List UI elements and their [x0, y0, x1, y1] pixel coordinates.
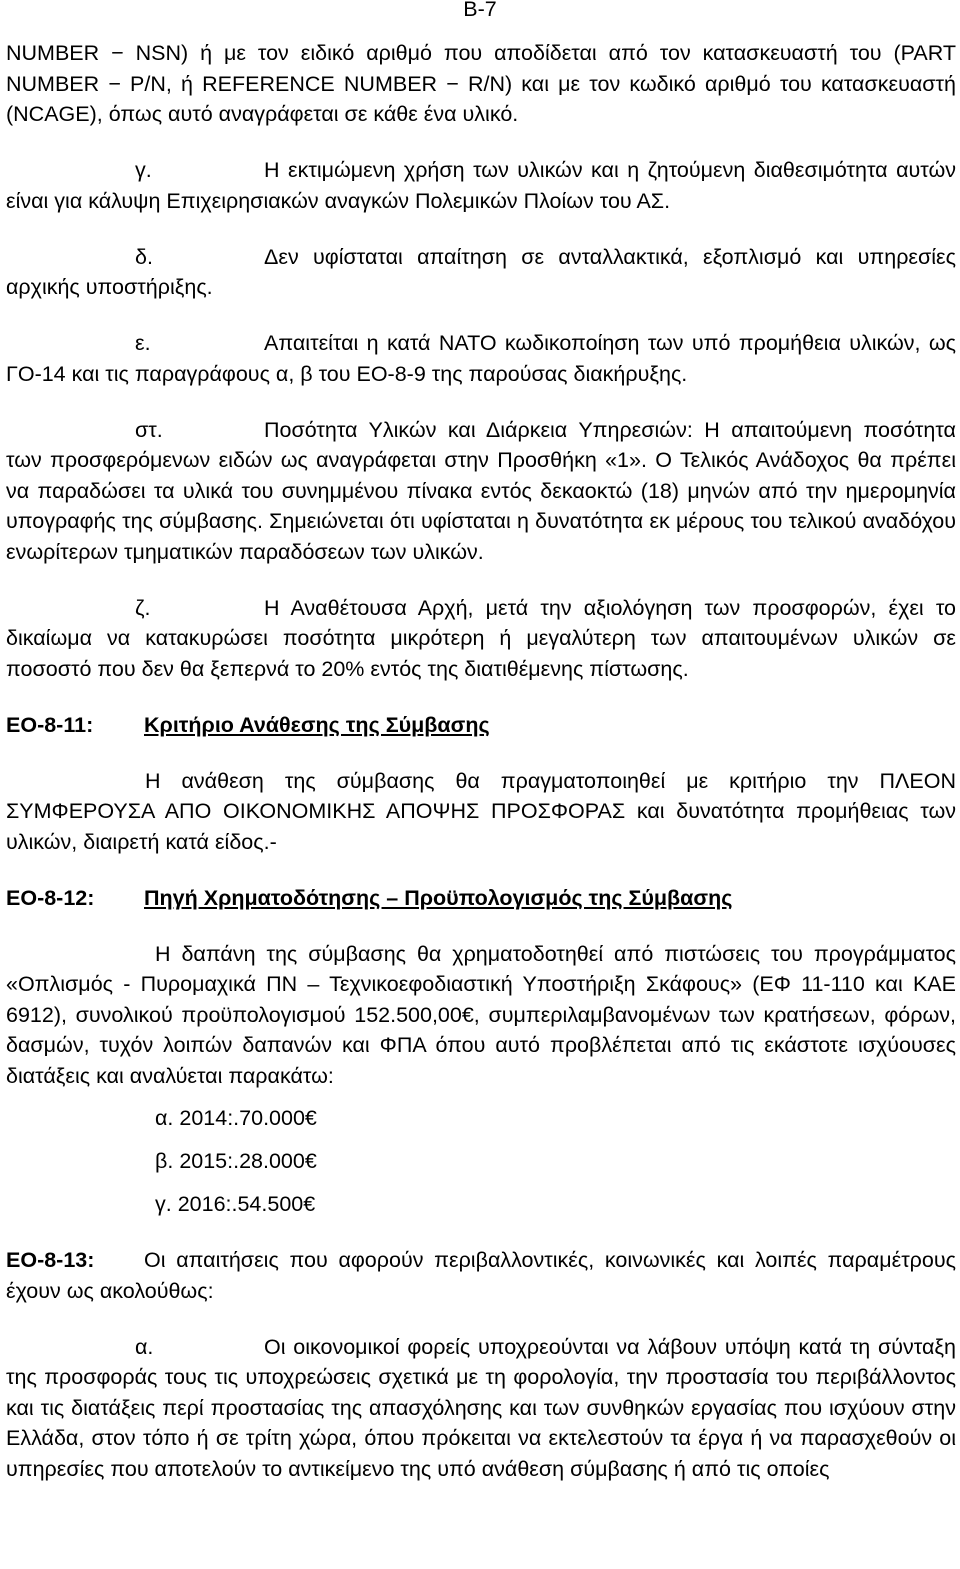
- paragraph-nsn-continuation: NUMBER − NSN) ή με τον ειδικό αριθμό που αποδίδεται από τον κατασκευαστή του (PART NUMBER − P/N, ή REFERENCE NUMBER − R/N) και με τον κωδικό αριθμό του κατασκευαστή (NCAGE), όπως αυτό αναγράφεται σε κάθε ένα υλικό.: [6, 41, 956, 126]
- paragraph-label: α.: [135, 1334, 154, 1359]
- paragraph-label: ε.: [135, 331, 151, 355]
- paragraph-label: γ.: [135, 158, 152, 182]
- paragraph-text: Απαιτείται η κατά ΝΑΤΟ κωδικοποίηση των υπό προμήθεια υλικών, ως ΓΟ-14 και τις παραγράφους α, β του ΕΟ-8-9 της παρούσας διακήρυξης.: [6, 331, 956, 386]
- document-body: [6, 38, 956, 1484]
- section-label: ΕΟ-8-11:: [6, 712, 94, 737]
- paragraph-text: Η Αναθέτουσα Αρχή, μετά την αξιολόγηση των προσφορών, έχει το δικαίωμα να κατακυρώσει ποσότητα μικρότερη ή μεγαλύτερη των απαιτουμένων υλικών σε ποσοστό που δεν θα ξεπερνά το 20% εντός της διατιθέμενης πίστωσης.: [6, 595, 956, 681]
- paragraph-gamma: [6, 155, 956, 216]
- section-text: Οι απαιτήσεις που αφορούν περιβαλλοντικές, κοινωνικές και λοιπές παραμέτρους έχουν ως ακολούθως:: [6, 1248, 956, 1303]
- paragraph-delta: [6, 242, 956, 303]
- paragraph-label: ζ.: [135, 595, 151, 620]
- list-item: γ. 2016:.54.500€: [155, 1192, 316, 1216]
- section-title: Πηγή Χρηματοδότησης – Προϋπολογισμός της Σύμβασης: [144, 885, 733, 910]
- paragraph-text: Οι οικονομικοί φορείς υποχρεούνται να λάβουν υπόψη κατά τη σύνταξη της προσφοράς τους τις υποχρεώσεις σχετικά με τη φορολογία, την προστασία του περιβάλλοντος και τις διατάξεις περί προστασίας της απασχόλησης και των συνθηκών εργασίας που ισχύουν στην Ελλάδα, στον τόπο ή σε τρίτη χώρα, όπου πρόκειται να εκτελεστούν τα έργα ή να παρασχεθούν οι υπηρεσίες που αποτελούν το αντικείμενο της υπό ανάθεση σύμβασης ή από τις οποίες: [6, 1334, 956, 1481]
- paragraph-label: δ.: [135, 244, 153, 269]
- list-item: α. 2014:.70.000€: [155, 1106, 317, 1130]
- paragraph-text: Ποσότητα Υλικών και Διάρκεια Υπηρεσιών: Η απαιτούμενη ποσότητα των προσφερόμενων ειδών ως αναγράφεται στην Προσθήκη «1». Ο Τελικός Ανάδοχος θα πρέπει να παραδώσει τα υλικά του συνημμένου πίνακα εντός δεκαοκτώ (18) μηνών από την ημερομηνία υπογραφής της σύμβασης. Σημειώνεται ότι υφίσταται η δυνατότητα εκ μέρους του τελικού αναδόχου ενωρίτερων τμηματικών παραδόσεων των υλικών.: [6, 417, 956, 564]
- paragraph-text: Η εκτιμώμενη χρήση των υλικών και η ζητούμενη διαθεσιμότητα αυτών είναι για κάλυψη Επιχειρησιακών αναγκών Πολεμικών Πλοίων του ΑΣ.: [6, 158, 956, 213]
- paragraph-text: Δεν υφίσταται απαίτηση σε ανταλλακτικά, εξοπλισμό και υπηρεσίες αρχικής υποστήριξης.: [6, 244, 956, 299]
- section-label: ΕΟ-8-13:: [6, 1248, 95, 1272]
- paragraph-st: [6, 415, 956, 568]
- budget-breakdown-list: [6, 1103, 956, 1220]
- paragraph-epsilon: [6, 328, 956, 389]
- section-label: ΕΟ-8-12:: [6, 885, 95, 910]
- section-title: Κριτήριο Ανάθεσης της Σύμβασης: [144, 712, 490, 737]
- page-number: Β-7: [463, 0, 497, 21]
- section-eo-8-13: [6, 1245, 956, 1306]
- paragraph-eo-8-12-text: Η δαπάνη της σύμβασης θα χρηματοδοτηθεί από πιστώσεις του προγράμματος «Οπλισμός - Πυρομαχικά ΠΝ – Τεχνικοεφοδιαστική Υποστήριξη Σκάφους» (ΕΦ 11-110 και ΚΑΕ 6912), συνολικού προϋπολογισμού 152.500,00€, συμπεριλαμβανομένων των κρατήσεων, φόρων, δασμών, τυχόν λοιπών δαπανών και ΦΠΑ όπου αυτό προβλέπεται από τις εκάστοτε ισχύουσες διατάξεις και αναλύεται παρακάτω:: [6, 941, 956, 1088]
- paragraph-alpha: [6, 1332, 956, 1485]
- paragraph-zeta: [6, 593, 956, 685]
- section-heading-eo-8-11: [6, 710, 956, 741]
- paragraph-label: στ.: [135, 417, 163, 442]
- list-item: β. 2015:.28.000€: [155, 1149, 317, 1173]
- section-heading-eo-8-12: [6, 883, 956, 914]
- paragraph-eo-8-11-text: Η ανάθεση της σύμβασης θα πραγματοποιηθεί με κριτήριο την ΠΛΕΟΝ ΣΥΜΦΕΡΟΥΣΑ ΑΠΟ ΟΙΚΟΝΟΜΙΚΗΣ ΑΠΟΨΗΣ ΠΡΟΣΦΟΡΑΣ και δυνατότητα προμήθειας των υλικών, διαιρετή κατά είδος.-: [6, 768, 956, 854]
